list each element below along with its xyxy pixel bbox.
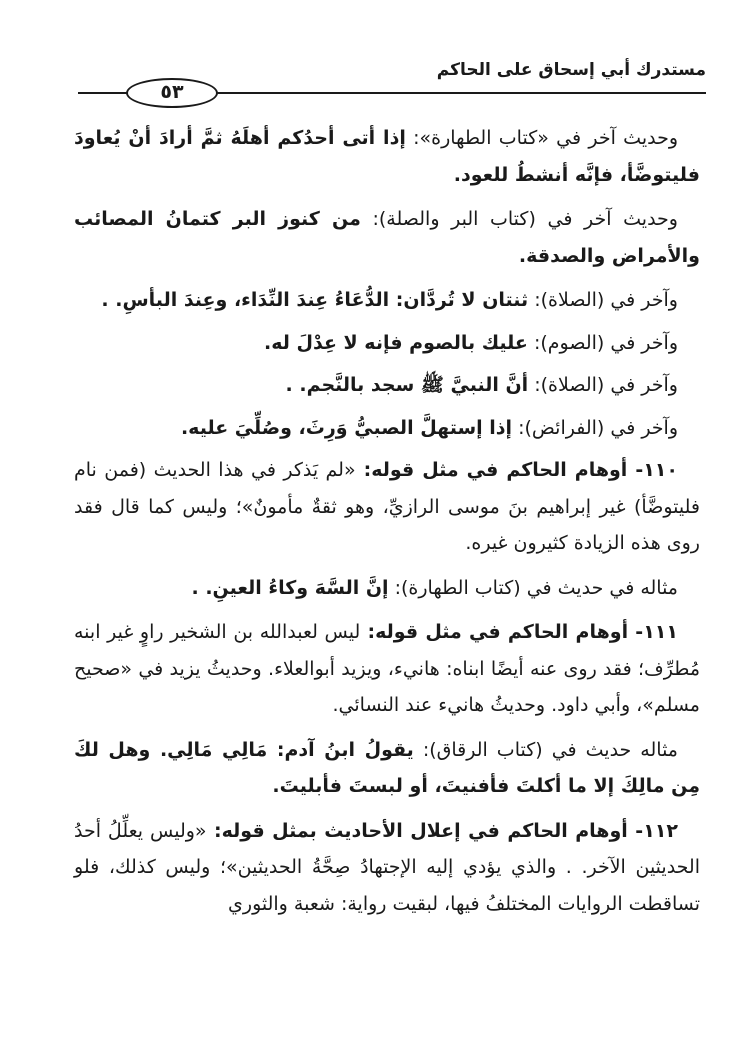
hadith-text: إنَّ السَّهَ وكاءُ العينِ. . <box>191 576 389 599</box>
paragraph-hadith-salat-1 <box>74 282 700 319</box>
paragraph-lead: وحديث آخر في «كتاب الطهارة»: <box>405 127 678 149</box>
paragraph-hadith-salat-2 <box>74 367 700 404</box>
hadith-text: من كنوز البر كتمانُ المصائب والأمراض والصدقة. <box>74 208 700 267</box>
paragraph-example-tahara <box>74 570 700 607</box>
page-header <box>78 58 706 106</box>
hadith-text: يقولُ ابنُ آدم: مَالِي مَالِي. وهل لكَ مِن مالِكَ إلا ما أكلتَ فأفنيتَ، أو لبستَ فأبليتَ. <box>74 738 700 797</box>
section-heading: ١١١- أوهام الحاكم في مثل قوله: <box>360 621 678 643</box>
section-text: «لم يَذكر في هذا الحديث (فمن نام فليتوضَّأ) غير إبراهيم بنَ موسى الرازيِّ، وهو ثقةٌ مأمونٌ»؛ وليس كما قال فقد روى هذه الزيادة كثيرون غيره. <box>74 459 700 554</box>
section-111 <box>74 614 700 724</box>
page-body <box>74 120 700 930</box>
paragraph-hadith-birr <box>74 201 700 274</box>
paragraph-example-riqaq <box>74 732 700 805</box>
hadith-text: إذا أتى أحدُكم أهلَهُ ثمَّ أرادَ أنْ يُعاودَ فليتوضَّأ، فإنَّه أنشطُ للعود. <box>74 127 700 186</box>
paragraph-lead: وآخر في (الصوم): <box>527 331 678 354</box>
paragraph-hadith-sawm <box>74 325 700 362</box>
paragraph-lead: مثاله في حديث في (كتاب الطهارة): <box>388 576 678 599</box>
section-112 <box>74 813 700 923</box>
paragraph-lead: وحديث آخر في (كتاب البر والصلة): <box>360 208 678 230</box>
hadith-text: أنَّ النبيَّ ﷺ سجد بالنَّجم. . <box>285 374 529 396</box>
hadith-text: ثنتان لا تُردَّان: الدُّعَاءُ عِندَ النِّدَاء، وعِندَ البأسِ. . <box>101 289 529 311</box>
section-heading: ١١٢- أوهام الحاكم في إعلال الأحاديث بمثل قوله: <box>206 819 678 842</box>
hadith-text: إذا إستهلَّ الصبيُّ وَرِثَ، وصُلِّيَ عليه. <box>180 416 513 439</box>
section-text: ليس لعبدالله بن الشخير راوٍ غير ابنه مُطرِّف؛ فقد روى عنه أيضًا ابناه: هانيء، ويزيد أبوالعلاء. وحديثُ يزيد في «صحيح مسلم»، وأبي داود. وحديثُ هانيء عند النسائي. <box>74 621 700 716</box>
paragraph-lead: وآخر في (الصلاة): <box>528 289 678 311</box>
paragraph-lead: وآخر في (الصلاة): <box>528 374 678 396</box>
paragraph-lead: وآخر في (الفرائض): <box>512 416 678 439</box>
section-110 <box>74 452 700 562</box>
paragraph-lead: مثاله حديث في (كتاب الرقاق): <box>413 738 678 761</box>
paragraph-hadith-faraid <box>74 410 700 447</box>
paragraph-hadith-tahara <box>74 120 700 193</box>
section-text: «وليس يعلِّلُ أحدُ الحديثين الآخر. . والذي يؤدي إليه الإجتهادُ صِحَّةُ الحديثين»؛ وليس كذلك، فلو تساقطت الروايات المختلفُ فيها، لبقيت رواية: شعبة والثوري <box>74 819 700 915</box>
hadith-text: عليك بالصوم فإنه لا عِدْلَ له. <box>264 331 528 354</box>
page-number: ٥٣ <box>126 78 218 108</box>
running-title: مستدرك أبي إسحاق على الحاكم <box>433 60 706 80</box>
section-heading: ١١٠- أوهام الحاكم في مثل قوله: <box>355 459 678 481</box>
